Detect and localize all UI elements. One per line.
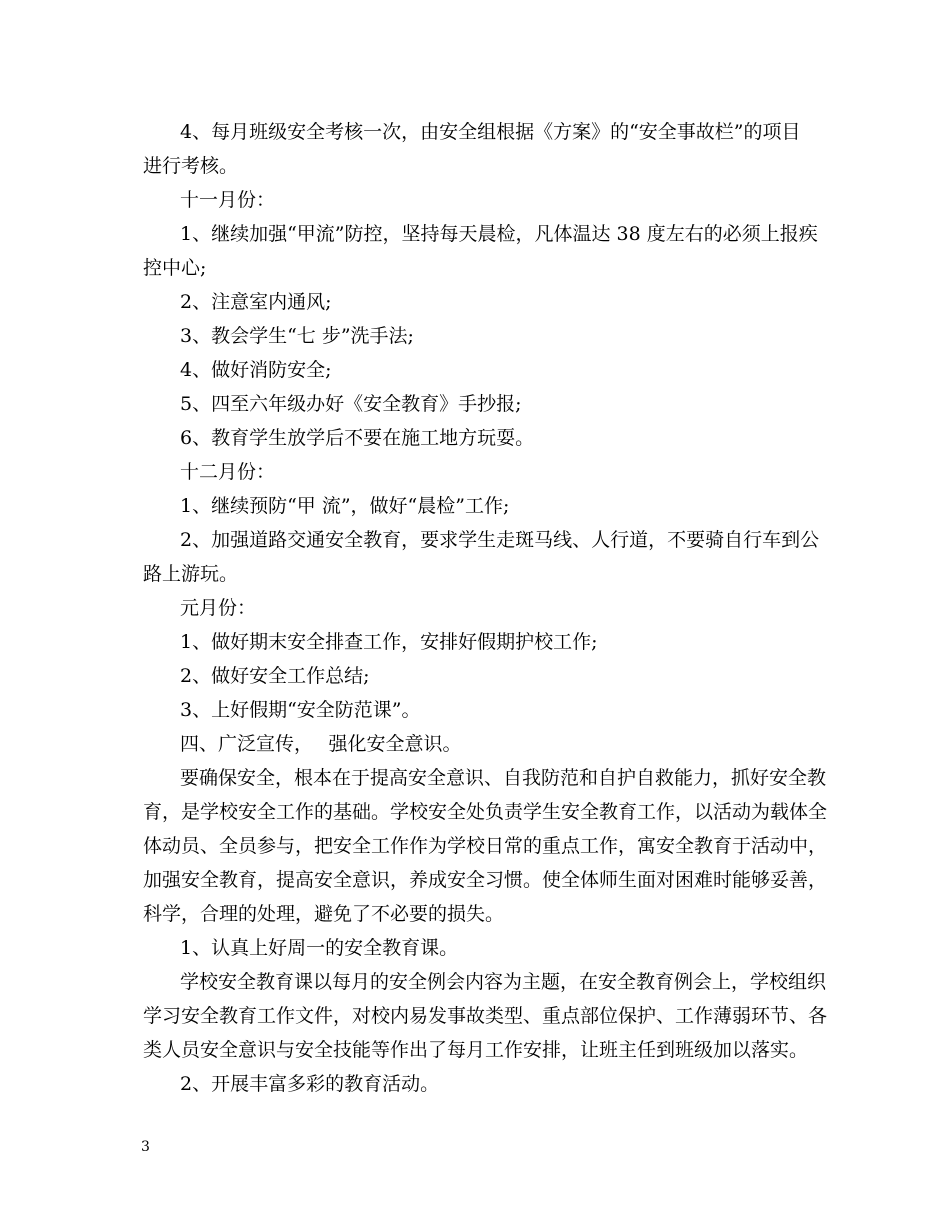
- text-line: 2、开展丰富多彩的教育活动。: [180, 1073, 440, 1095]
- text-line: 学习安全教育工作文件，对校内易发事故类型、重点部位保护、工作薄弱环节、各: [143, 1005, 828, 1027]
- text-line: 3、上好假期“安全防范课”。: [180, 699, 421, 721]
- text-line: 进行考核。: [143, 155, 239, 177]
- text-line: 1、继续预防“甲 流”，做好“晨检”工作;: [180, 495, 510, 517]
- text-line: 路上游玩。: [143, 563, 239, 585]
- text-line: 5、四至六年级办好《安全教育》手抄报;: [180, 393, 522, 415]
- text-line: 2、做好安全工作总结;: [180, 665, 370, 687]
- section-heading: 十一月份：: [180, 189, 276, 211]
- text-line: 要确保安全，根本在于提高安全意识、自我防范和自护自救能力，抓好安全教: [180, 767, 827, 789]
- text-line: 6、教育学生放学后不要在施工地方玩耍。: [180, 427, 535, 449]
- section-heading: 四、广泛宣传， 强化安全意识。: [180, 733, 462, 755]
- page-number: 3: [141, 1139, 150, 1155]
- text-line: 1、继续加强“甲流”防控，坚持每天晨检，凡体温达 38 度左右的必须上报疾: [180, 223, 818, 245]
- text-line: 2、加强道路交通安全教育，要求学生走斑马线、人行道，不要骑自行车到公: [180, 529, 820, 551]
- text-line: 育，是学校安全工作的基础。学校安全处负责学生安全教育工作，以活动为载体全: [143, 801, 828, 823]
- text-line: 体动员、全员参与，把安全工作作为学校日常的重点工作，寓安全教育于活动中，: [143, 835, 828, 857]
- text-line: 3、教会学生“七 步”洗手法;: [180, 325, 414, 347]
- document-body: [143, 115, 828, 1101]
- text-line: 4、做好消防安全;: [180, 359, 332, 381]
- text-line: 控中心;: [143, 257, 207, 279]
- text-line: 学校安全教育课以每月的安全例会内容为主题，在安全教育例会上，学校组织: [180, 971, 827, 993]
- text-line: 2、注意室内通风;: [180, 291, 332, 313]
- text-line: 加强安全教育，提高安全意识，养成安全习惯。使全体师生面对困难时能够妥善，: [143, 869, 828, 891]
- text-line: 1、做好期末安全排查工作，安排好假期护校工作;: [180, 631, 598, 653]
- section-heading: 元月份：: [180, 597, 257, 619]
- text-line: 4、每月班级安全考核一次，由安全组根据《方案》的“安全事故栏”的项目: [180, 121, 801, 143]
- text-line: 科学，合理的处理，避免了不必要的损失。: [143, 903, 505, 925]
- section-heading: 十二月份：: [180, 461, 276, 483]
- text-line: 类人员安全意识与安全技能等作出了每月工作安排，让班主任到班级加以落实。: [143, 1039, 809, 1061]
- text-line: 1、认真上好周一的安全教育课。: [180, 937, 459, 959]
